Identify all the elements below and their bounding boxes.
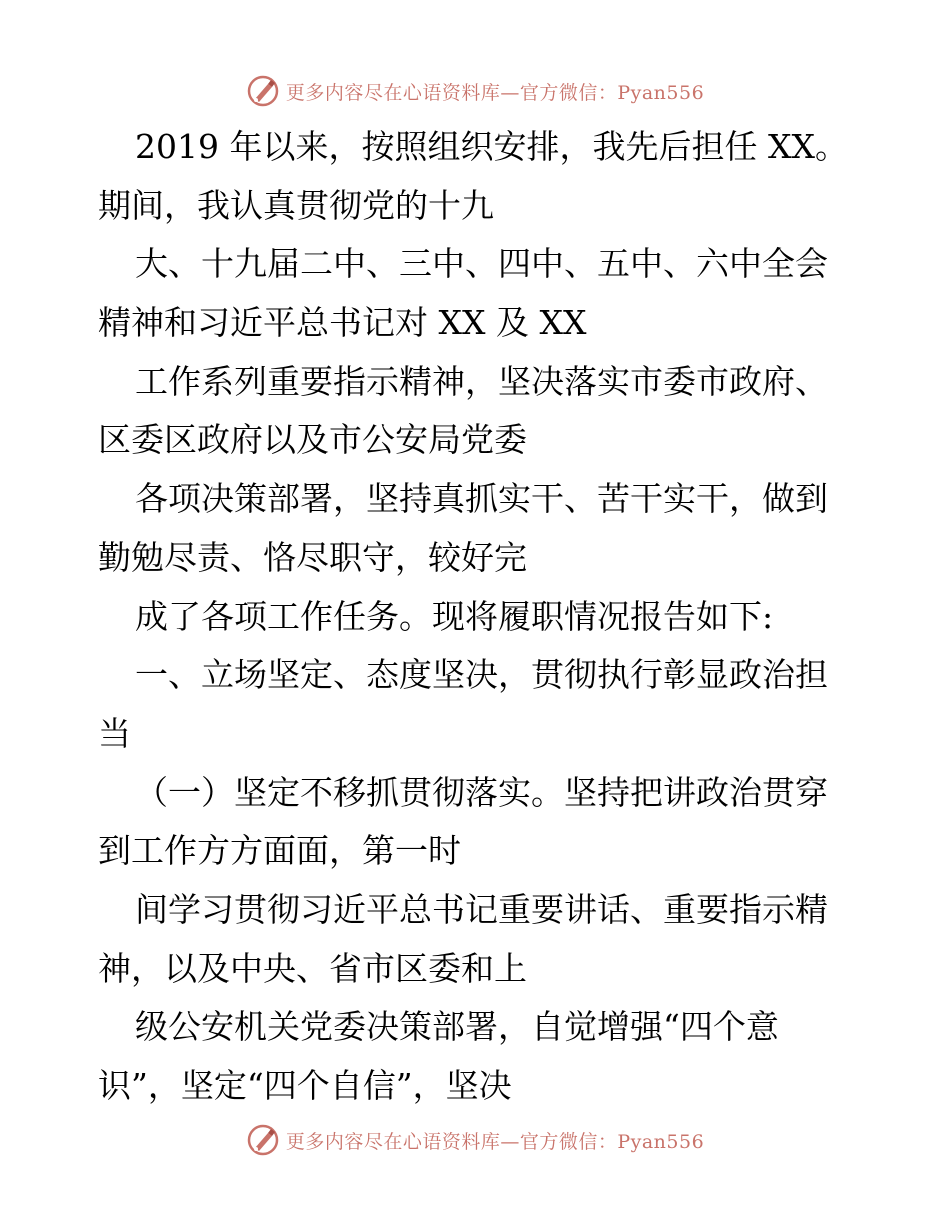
paragraph-line: 勤勉尽责、恪尽职守，较好完	[98, 537, 527, 577]
paragraph-line: （一）坚定不移抓贯彻落实。坚持把讲政治贯穿	[135, 772, 828, 812]
paragraph-line: 级公安机关党委决策部署，自觉增强“四个意	[135, 1007, 779, 1047]
section-heading-line: 一、立场坚定、态度坚决，贯彻执行彰显政治担	[135, 655, 828, 695]
document-body	[98, 118, 858, 1116]
pen-logo-icon	[246, 74, 280, 108]
watermark-group	[246, 74, 704, 108]
paragraph-line: 到工作方方面面，第一时	[98, 831, 461, 871]
watermark-text: 更多内容尽在心语资料库—官方微信：Pyan556	[285, 1130, 705, 1153]
watermark-group	[246, 1123, 704, 1157]
paragraph-line: 间学习贯彻习近平总书记重要讲话、重要指示精	[135, 889, 828, 929]
watermark-banner-bottom	[0, 1120, 950, 1160]
paragraph-line: 2019 年以来，按照组织安排，我先后担任 XX。	[135, 127, 848, 166]
section-heading-line: 当	[98, 713, 131, 753]
paragraph-line: 大、十九届二中、三中、四中、五中、六中全会	[135, 244, 828, 284]
watermark-banner-top	[0, 71, 950, 111]
paragraph-line: 成了各项工作任务。现将履职情况报告如下:	[135, 596, 774, 636]
paragraph-line: 工作系列重要指示精神，坚决落实市委市政府、	[135, 361, 828, 401]
paragraph-line: 区委区政府以及市公安局党委	[98, 420, 527, 460]
paragraph-line: 神，以及中央、省市区委和上	[98, 948, 527, 988]
paragraph-line: 识”，坚定“四个自信”，坚决	[98, 1066, 512, 1105]
pen-logo-icon	[246, 1123, 280, 1157]
paragraph-line: 各项决策部署，坚持真抓实干、苦干实干，做到	[135, 479, 828, 519]
watermark-text: 更多内容尽在心语资料库—官方微信：Pyan556	[285, 81, 705, 104]
paragraph-line: 精神和习近平总书记对 XX 及 XX	[98, 303, 587, 343]
paragraph-line: 期间，我认真贯彻党的十九	[98, 185, 494, 225]
